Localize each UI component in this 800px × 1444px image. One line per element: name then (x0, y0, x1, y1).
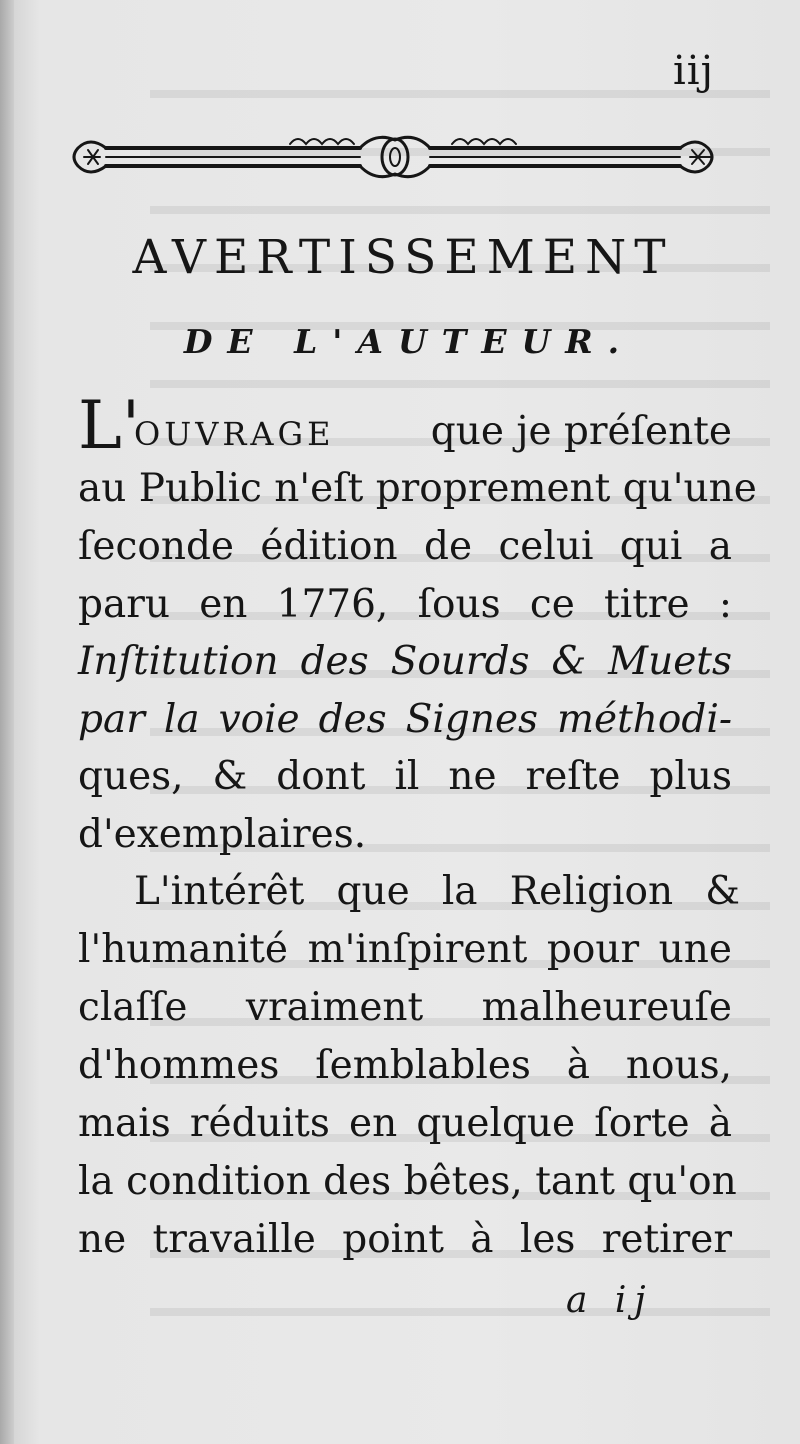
text-line: au Public n'eſt proprement qu'une (78, 466, 757, 511)
text-line: ne travaille point à les retirer (78, 1217, 732, 1262)
small-caps-opening: OUVRAGE (134, 415, 335, 453)
signature-mark: a ij (566, 1280, 654, 1321)
text-line: paru en 1776, ſous ce titre : (78, 582, 732, 627)
page-title: AVERTISSEMENT (132, 230, 674, 285)
text-line: L'intérêt que la Religion & (134, 869, 740, 914)
page-subtitle: DE L'AUTEUR. (183, 322, 635, 361)
text-line: ſeconde édition de celui qui a (78, 524, 732, 569)
ornament-headpiece-icon (70, 126, 720, 188)
text-line: ques, & dont il ne reſte plus (78, 754, 732, 799)
text-line: mais réduits en quelque ſorte à (78, 1101, 732, 1146)
page-gutter-shadow (0, 0, 14, 1444)
text-line: d'exemplaires. (78, 812, 367, 857)
text-line: l'humanité m'inſpirent pour une (78, 927, 732, 972)
text-line: la condition des bêtes, tant qu'on (78, 1159, 737, 1204)
text-line: d'hommes ſemblables à nous, (78, 1043, 732, 1088)
first-line (78, 387, 732, 464)
text-line-italic: Inſtitution des Sourds & Muets (78, 639, 732, 684)
first-line-rest: que je préſente (430, 409, 732, 454)
text-line-italic: par la voie des Signes méthodi- (78, 697, 732, 742)
drop-cap: L' (78, 387, 140, 464)
page-number: iij (673, 48, 714, 94)
text-line: claſſe vraiment malheureuſe (78, 985, 732, 1030)
